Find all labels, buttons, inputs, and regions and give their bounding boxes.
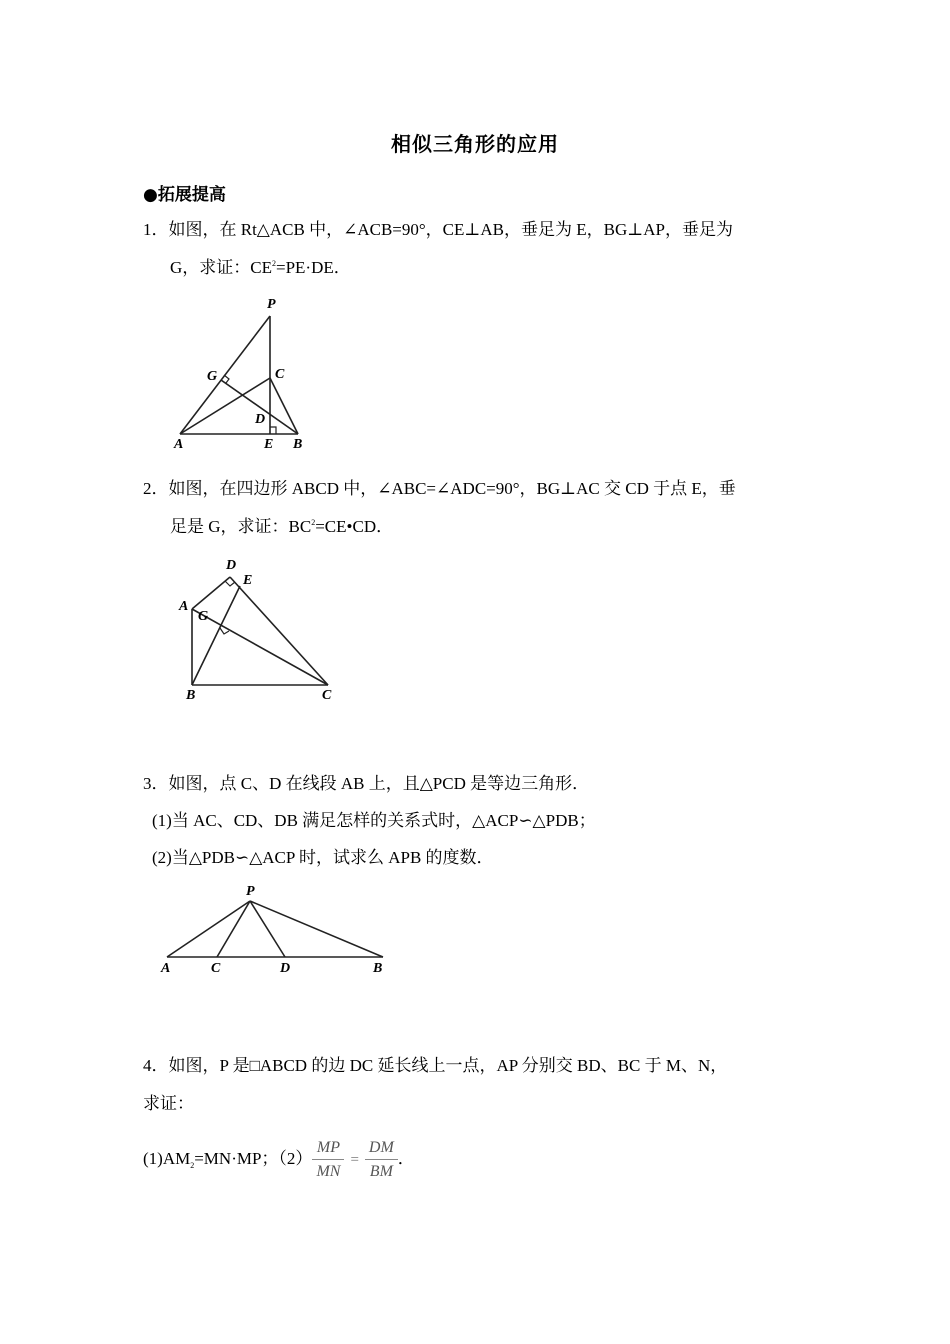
q3-label-c: C [211,961,221,976]
q1-right-angle-e [270,427,276,434]
q2-seg-ac [192,609,328,685]
q3-label-b: B [373,961,383,976]
q4-frac2-den: BM [369,1163,393,1180]
q1-label-b: B [293,437,303,452]
q4-line2: 求证： [143,1094,194,1113]
q1-exponent: 2 [272,259,276,268]
q4-equals: = [350,1151,359,1168]
q1-label-d: D [255,412,266,427]
q2-label-g: G [198,609,209,624]
q3-seg-ap [167,901,250,957]
q3-line2: (1)当 AC、CD、DB 满足怎样的关系式时，△ACP∽△PDB； [152,811,596,830]
q4-line1: 4．如图，P 是□ABCD 的边 DC 延长线上一点，AP 分别交 BD、BC 于 M、N， [143,1056,728,1075]
q4-end: ． [397,1148,415,1168]
q2-exponent: 2 [311,518,316,527]
q3-label-d: D [280,961,291,976]
q2-line1: 2．如图，在四边形 ABCD 中，∠ABC=∠ADC=90°，BG⊥AC 交 CD 于点 E，垂 [143,479,736,498]
q4-frac2-num: DM [365,1140,398,1160]
q3-line1: 3．如图，点 C、D 在线段 AB 上，且△PCD 是等边三角形． [143,774,590,793]
q1-line2-a: G，求证：CE [170,258,272,277]
section-heading: ●拓展提高 [143,185,226,205]
q4-fraction-1 [312,1140,344,1180]
q1-label-a: A [174,437,184,452]
q4-frac1-num: MP [312,1140,344,1160]
q4-line3 [143,1140,415,1180]
q2-label-d: D [226,558,237,573]
q2-label-b: B [186,688,196,703]
q2-line2-a: 足是 G，求证：BC [170,517,312,536]
q1-seg-cb [270,378,298,434]
page-title: 相似三角形的应用 [391,132,559,156]
q1-line2 [170,253,351,278]
q2-line2-b: =CE•CD． [315,517,394,536]
q1-label-c: C [275,367,285,382]
q1-label-p: P [267,297,276,312]
q3-seg-pb [250,901,383,957]
q2-seg-dc [230,577,328,685]
q2-figure [170,552,345,707]
q2-label-c: C [322,688,332,703]
q3-line3: (2)当△PDB∽△ACP 时，试求么 APB 的度数． [152,848,494,867]
q2-seg-be [192,586,240,685]
q3-label-a: A [161,961,171,976]
q2-line2 [170,512,393,537]
q1-line1: 1．如图，在 Rt△ACB 中，∠ACB=90°，CE⊥AB，垂足为 E，BG⊥AP，垂足为 [143,220,733,239]
q1-label-e: E [264,437,274,452]
q3-seg-pc [217,901,250,957]
q1-figure [165,290,325,455]
q4-line3-a: (1)AM [143,1148,191,1168]
q2-label-e: E [243,573,253,588]
q1-label-g: G [207,369,218,384]
q3-label-p: P [246,884,255,899]
q4-fraction-2 [365,1140,398,1180]
q4-subscript: 2 [190,1160,195,1170]
q4-line3-b: =MN·MP；（2） [194,1148,313,1168]
q3-figure [155,880,395,980]
q2-seg-ad [192,577,230,609]
q3-seg-pd [250,901,285,957]
q2-label-a: A [179,599,189,614]
q1-line2-b: =PE·DE． [276,258,351,277]
q4-frac1-den: MN [316,1163,341,1180]
